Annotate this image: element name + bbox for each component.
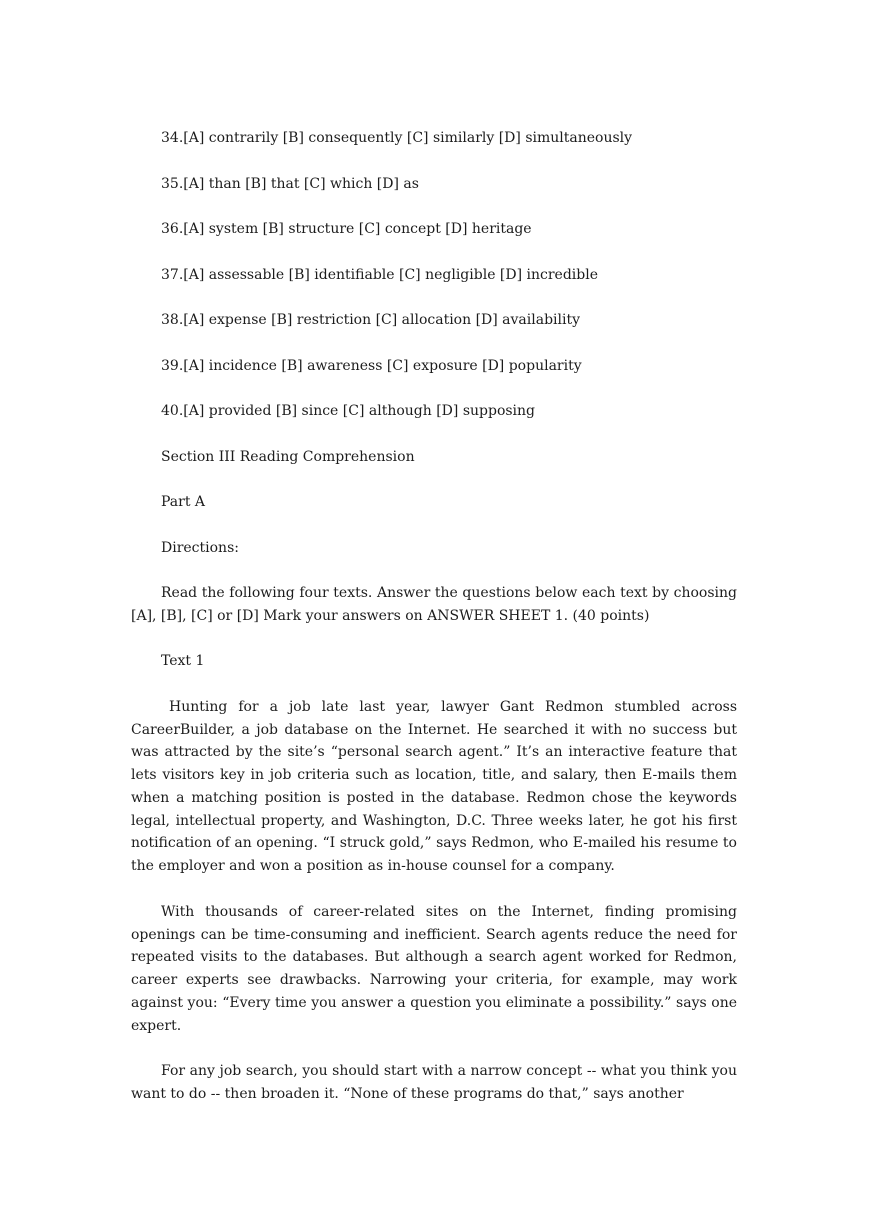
option-line-40: 40.[A] provided [B] since [C] although [D] supposing: [161, 403, 536, 419]
section-title: Section III Reading Comprehension: [161, 449, 415, 465]
option-line-37: 37.[A] assessable [B] identifiable [C] negligible [D] incredible: [161, 267, 599, 283]
paragraph-2: With thousands of career-related sites on the Internet, finding promising openings can be time-consuming and inefficient. Search agents reduce the need for repeated visits to the databases. But although a search agent worked for Redmon, career experts see drawbacks. Narrowing your criteria, for example, may work against you: “Every time you answer a question you eliminate a possibility.” says one expert.: [131, 904, 737, 1034]
paragraph-3: For any job search, you should start with a narrow concept -- what you think you want to do -- then broaden it. “None of these programs do that,” says another: [131, 1063, 737, 1102]
directions-text: Read the following four texts. Answer the questions below each text by choosing [A], [B], [C] or [D] Mark your answers on ANSWER SHEET 1. (40 points): [131, 585, 737, 624]
option-line-39: 39.[A] incidence [B] awareness [C] exposure [D] popularity: [161, 358, 582, 374]
text-label: Text 1: [161, 653, 205, 669]
option-line-35: 35.[A] than [B] that [C] which [D] as: [161, 176, 419, 192]
part-title: Part A: [161, 494, 206, 510]
directions-label: Directions:: [161, 540, 239, 556]
paragraph-1: Hunting for a job late last year, lawyer Gant Redmon stumbled across CareerBuilder, a job database on the Internet. He searched it with no success but was attracted by the site’s “personal search agent.” It’s an interactive feature that lets visitors key in job criteria such as location, title, and salary, then E-mails them when a matching position is posted in the database. Redmon chose the keywords legal, intellectual property, and Washington, D.C. Three weeks later, he got his first notification of an opening. “I struck gold,” says Redmon, who E-mailed his resume to the employer and won a position as in-house counsel for a company.: [131, 699, 737, 874]
option-line-34: 34.[A] contrarily [B] consequently [C] similarly [D] simultaneously: [161, 130, 633, 146]
option-line-38: 38.[A] expense [B] restriction [C] allocation [D] availability: [161, 312, 581, 328]
option-line-36: 36.[A] system [B] structure [C] concept [D] heritage: [161, 221, 532, 237]
